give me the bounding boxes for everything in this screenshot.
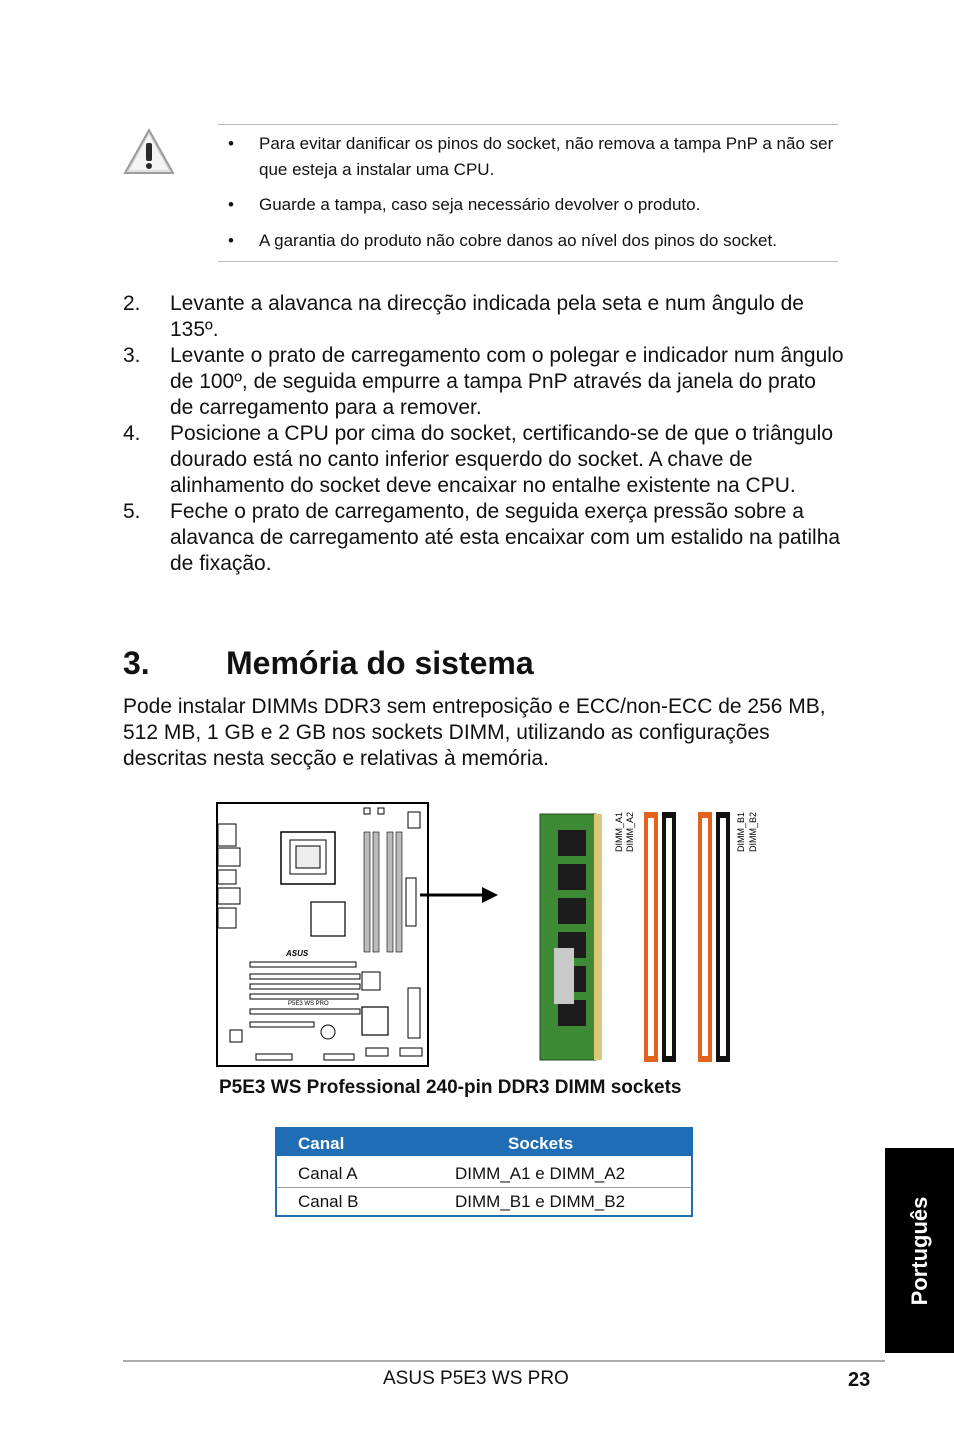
warning-bottom-rule <box>218 261 838 262</box>
cell-sockets: DIMM_B1 e DIMM_B2 <box>455 1192 626 1211</box>
warning-bullet-2: Guarde a tampa, caso seja necessário devolver o produto. <box>259 195 701 214</box>
warning-bullet-1: Para evitar danificar os pinos do socket, não remova a tampa PnP a não ser que esteja a instalar uma CPU. <box>259 134 834 179</box>
figure-caption: P5E3 WS Professional 240-pin DDR3 DIMM sockets <box>219 1077 682 1098</box>
step-number: 2. <box>123 292 141 315</box>
channel-table <box>275 1127 693 1217</box>
footer-rule <box>123 1360 885 1362</box>
bullet-marker: • <box>228 195 234 214</box>
side-tab-label: Português <box>906 1196 932 1305</box>
header-canal: Canal <box>298 1134 345 1153</box>
header-sockets: Sockets <box>508 1134 574 1153</box>
step-number: 3. <box>123 344 141 367</box>
cell-sockets: DIMM_A1 e DIMM_A2 <box>455 1164 626 1183</box>
step-text: Levante a alavanca na direcção indicada pela seta e num ângulo de 135º. <box>170 292 804 341</box>
warning-bullet-3: A garantia do produto não cobre danos ao nível dos pinos do socket. <box>259 231 777 250</box>
slot-label-dimm-b2: DIMM_B2 <box>748 811 758 852</box>
board-model-label: P5E3 WS PRO <box>288 1001 329 1007</box>
page-number: 23 <box>848 1369 871 1391</box>
pointer-arrow-icon <box>420 884 500 906</box>
slot-label-dimm-b1: DIMM_B1 <box>736 811 746 852</box>
section-paragraph: Pode instalar DIMMs DDR3 sem entreposição e ECC/non-ECC de 256 MB, 512 MB, 1 GB e 2 GB nos sockets DIMM, utilizando as configurações descritas nesta secção e relativas à memória. <box>123 695 826 770</box>
step-text: Posicione a CPU por cima do socket, certificando-se de que o triângulo dourado está no canto inferior esquerdo do socket. A chave de alinhamento do socket deve encaixar no entalhe existente na CPU. <box>170 422 834 497</box>
slot-label-dimm-a1: DIMM_A1 <box>614 811 624 852</box>
step-text: Feche o prato de carregamento, de seguida exerça pressão sobre a alavanca de carregamento até esta encaixar com um estalido na patilha de fixação. <box>170 500 841 575</box>
section-title: Memória do sistema <box>226 645 534 681</box>
bullet-marker: • <box>228 134 234 153</box>
cell-channel: Canal A <box>298 1164 358 1183</box>
dimm-module-illustration <box>538 800 768 1065</box>
language-side-tab <box>885 1148 954 1353</box>
cell-channel: Canal B <box>298 1192 359 1211</box>
section-number: 3. <box>123 645 150 681</box>
warning-top-rule <box>218 124 838 125</box>
warning-triangle-icon <box>122 127 176 177</box>
motherboard-diagram <box>216 802 430 1068</box>
footer-product: ASUS P5E3 WS PRO <box>383 1368 569 1389</box>
table-row <box>277 1159 691 1188</box>
slot-label-dimm-a2: DIMM_A2 <box>625 811 635 852</box>
step-number: 5. <box>123 500 141 523</box>
bullet-marker: • <box>228 231 234 250</box>
table-row <box>277 1187 691 1216</box>
table-header <box>277 1129 691 1156</box>
step-number: 4. <box>123 422 141 445</box>
step-text: Levante o prato de carregamento com o polegar e indicador num ângulo de 100º, de seguida empurre a tampa PnP através da janela do prato de carregamento para a remover. <box>170 344 844 419</box>
asus-logo: ASUS <box>286 949 309 958</box>
